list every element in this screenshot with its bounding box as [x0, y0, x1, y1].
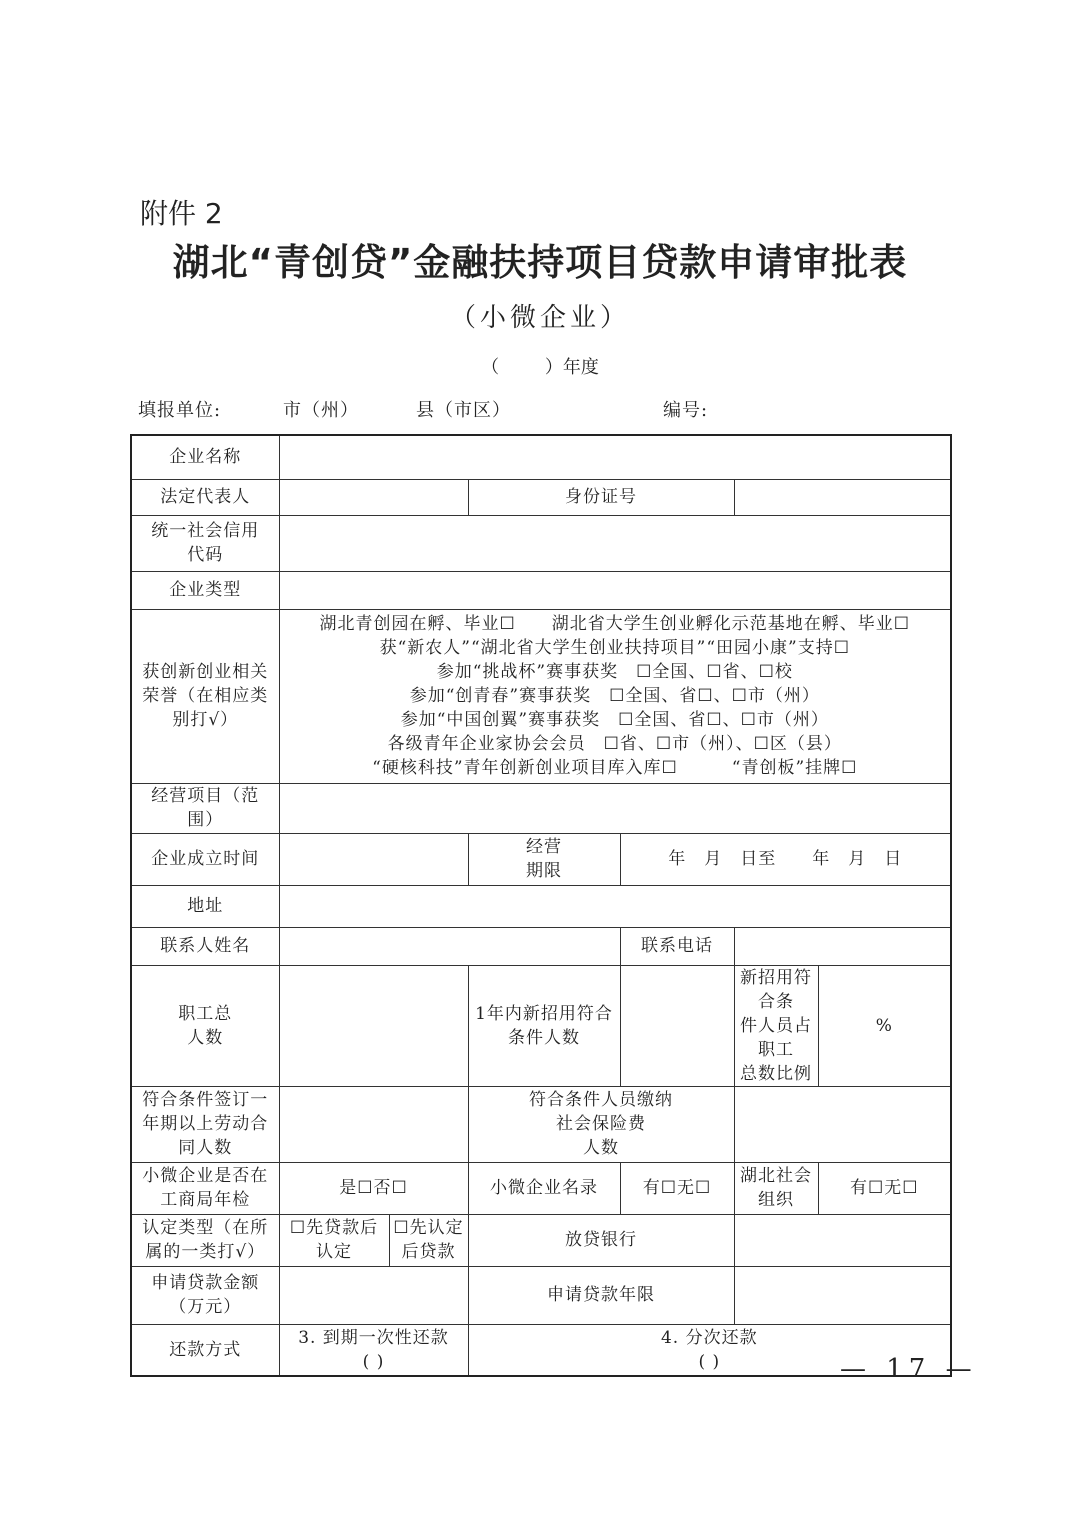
table-row [131, 1086, 951, 1162]
company-name-field[interactable] [279, 435, 951, 479]
repay-option-4[interactable]: 4. 分次还款 ( ) [468, 1324, 951, 1376]
table-row [131, 927, 951, 965]
table-row [131, 833, 951, 885]
table-row [131, 885, 951, 927]
directory-have-none[interactable]: 有☐无☐ [620, 1162, 734, 1214]
established-field[interactable] [279, 833, 468, 885]
table-row [131, 1162, 951, 1214]
id-number-label: 身份证号 [468, 479, 734, 515]
contact-phone-label: 联系电话 [620, 927, 734, 965]
term-label: 经营 期限 [468, 833, 620, 885]
new-hires-field[interactable] [620, 965, 734, 1086]
staff-field[interactable] [279, 965, 468, 1086]
loan-amount-field[interactable] [279, 1266, 468, 1324]
repay-label: 还款方式 [131, 1324, 279, 1376]
serial-label: 编号: [663, 400, 709, 421]
ratio-field[interactable]: % [818, 965, 951, 1086]
contact-phone-field[interactable] [734, 927, 951, 965]
contact-name-label: 联系人姓名 [131, 927, 279, 965]
repay-option-3[interactable]: 3. 到期一次性还款 ( ) [279, 1324, 468, 1376]
social-org-have-none[interactable]: 有☐无☐ [818, 1162, 951, 1214]
id-number-field[interactable] [734, 479, 951, 515]
annual-check-label: 小微企业是否在 工商局年检 [131, 1162, 279, 1214]
table-row [131, 609, 951, 783]
table-row [131, 783, 951, 833]
term-dates-field[interactable]: 年 月 日至 年 月 日 [620, 833, 951, 885]
cert-first-option[interactable]: ☐先认定 后贷款 [389, 1214, 468, 1266]
insurance-field[interactable] [734, 1086, 951, 1162]
table-row [131, 1214, 951, 1266]
loan-term-field[interactable] [734, 1266, 951, 1324]
form-subtitle: （小微企业） [449, 303, 630, 333]
company-name-label: 企业名称 [131, 435, 279, 479]
table-row [131, 515, 951, 571]
company-type-field[interactable] [279, 571, 951, 609]
credit-code-label: 统一社会信用 代码 [131, 515, 279, 571]
new-hires-label: 1年内新招用符合 条件人数 [468, 965, 620, 1086]
honor-line[interactable]: 参加“创青春”赛事获奖 ☐全国、省☐、☐市（州） [409, 686, 820, 706]
form-title: 湖北“青创贷”金融扶持项目贷款申请审批表 [172, 241, 908, 284]
honors-checklist[interactable] [279, 609, 951, 783]
contract-field[interactable] [279, 1086, 468, 1162]
city-label: 市（州） [283, 400, 359, 421]
bank-field[interactable] [734, 1214, 951, 1266]
insurance-label: 符合条件人员缴纳 社会保险费 人数 [468, 1086, 734, 1162]
table-row [131, 571, 951, 609]
table-row [131, 965, 951, 1086]
business-scope-field[interactable] [279, 783, 951, 833]
ratio-label: 新招用符合条 件人员占职工 总数比例 [734, 965, 818, 1086]
page-number: — 17 — [840, 1354, 978, 1384]
table-row [131, 435, 951, 479]
staff-label: 职工总 人数 [131, 965, 279, 1086]
directory-label: 小微企业名录 [468, 1162, 620, 1214]
table-row [131, 1324, 951, 1376]
contract-label: 符合条件签订一 年期以上劳动合 同人数 [131, 1086, 279, 1162]
business-scope-label: 经营项目（范 围） [131, 783, 279, 833]
loan-term-label: 申请贷款年限 [468, 1266, 734, 1324]
annual-check-yes-no[interactable]: 是☐否☐ [279, 1162, 468, 1214]
honor-line[interactable]: 各级青年企业家协会会员 ☐省、☐市（州）、☐区（县） [387, 734, 842, 754]
honor-line[interactable]: 参加“挑战杯”赛事获奖 ☐全国、☐省、☐校 [436, 662, 793, 682]
honor-line[interactable]: 获“新农人”“湖北省大学生创业扶持项目”“田园小康”支持☐ [379, 638, 850, 658]
loan-first-option[interactable]: ☐先贷款后 认定 [279, 1214, 389, 1266]
company-type-label: 企业类型 [131, 571, 279, 609]
legal-rep-label: 法定代表人 [131, 479, 279, 515]
honor-line[interactable]: 参加“中国创翼”赛事获奖 ☐全国、省☐、☐市（州） [400, 710, 829, 730]
address-field[interactable] [279, 885, 951, 927]
application-form-table [130, 434, 952, 1377]
table-row [131, 1266, 951, 1324]
credit-code-field[interactable] [279, 515, 951, 571]
year-line: （ ）年度 [481, 357, 599, 378]
bank-label: 放贷银行 [468, 1214, 734, 1266]
county-label: 县（市区） [416, 400, 511, 421]
legal-rep-field[interactable] [279, 479, 468, 515]
fill-unit-label: 填报单位: [138, 400, 222, 421]
established-label: 企业成立时间 [131, 833, 279, 885]
honor-line[interactable]: 湖北青创园在孵、毕业☐ 湖北省大学生创业孵化示范基地在孵、毕业☐ [319, 614, 911, 634]
table-row [131, 479, 951, 515]
social-org-label: 湖北社会 组织 [734, 1162, 818, 1214]
attachment-label: 附件 2 [140, 197, 223, 230]
honors-label: 获创新创业相关 荣誉（在相应类 别打√） [131, 609, 279, 783]
honor-line[interactable]: “硬核科技”青年创新创业项目库入库☐ “青创板”挂牌☐ [372, 758, 858, 778]
address-label: 地址 [131, 885, 279, 927]
contact-name-field[interactable] [279, 927, 620, 965]
loan-amount-label: 申请贷款金额 （万元） [131, 1266, 279, 1324]
cert-type-label: 认定类型（在所 属的一类打√） [131, 1214, 279, 1266]
